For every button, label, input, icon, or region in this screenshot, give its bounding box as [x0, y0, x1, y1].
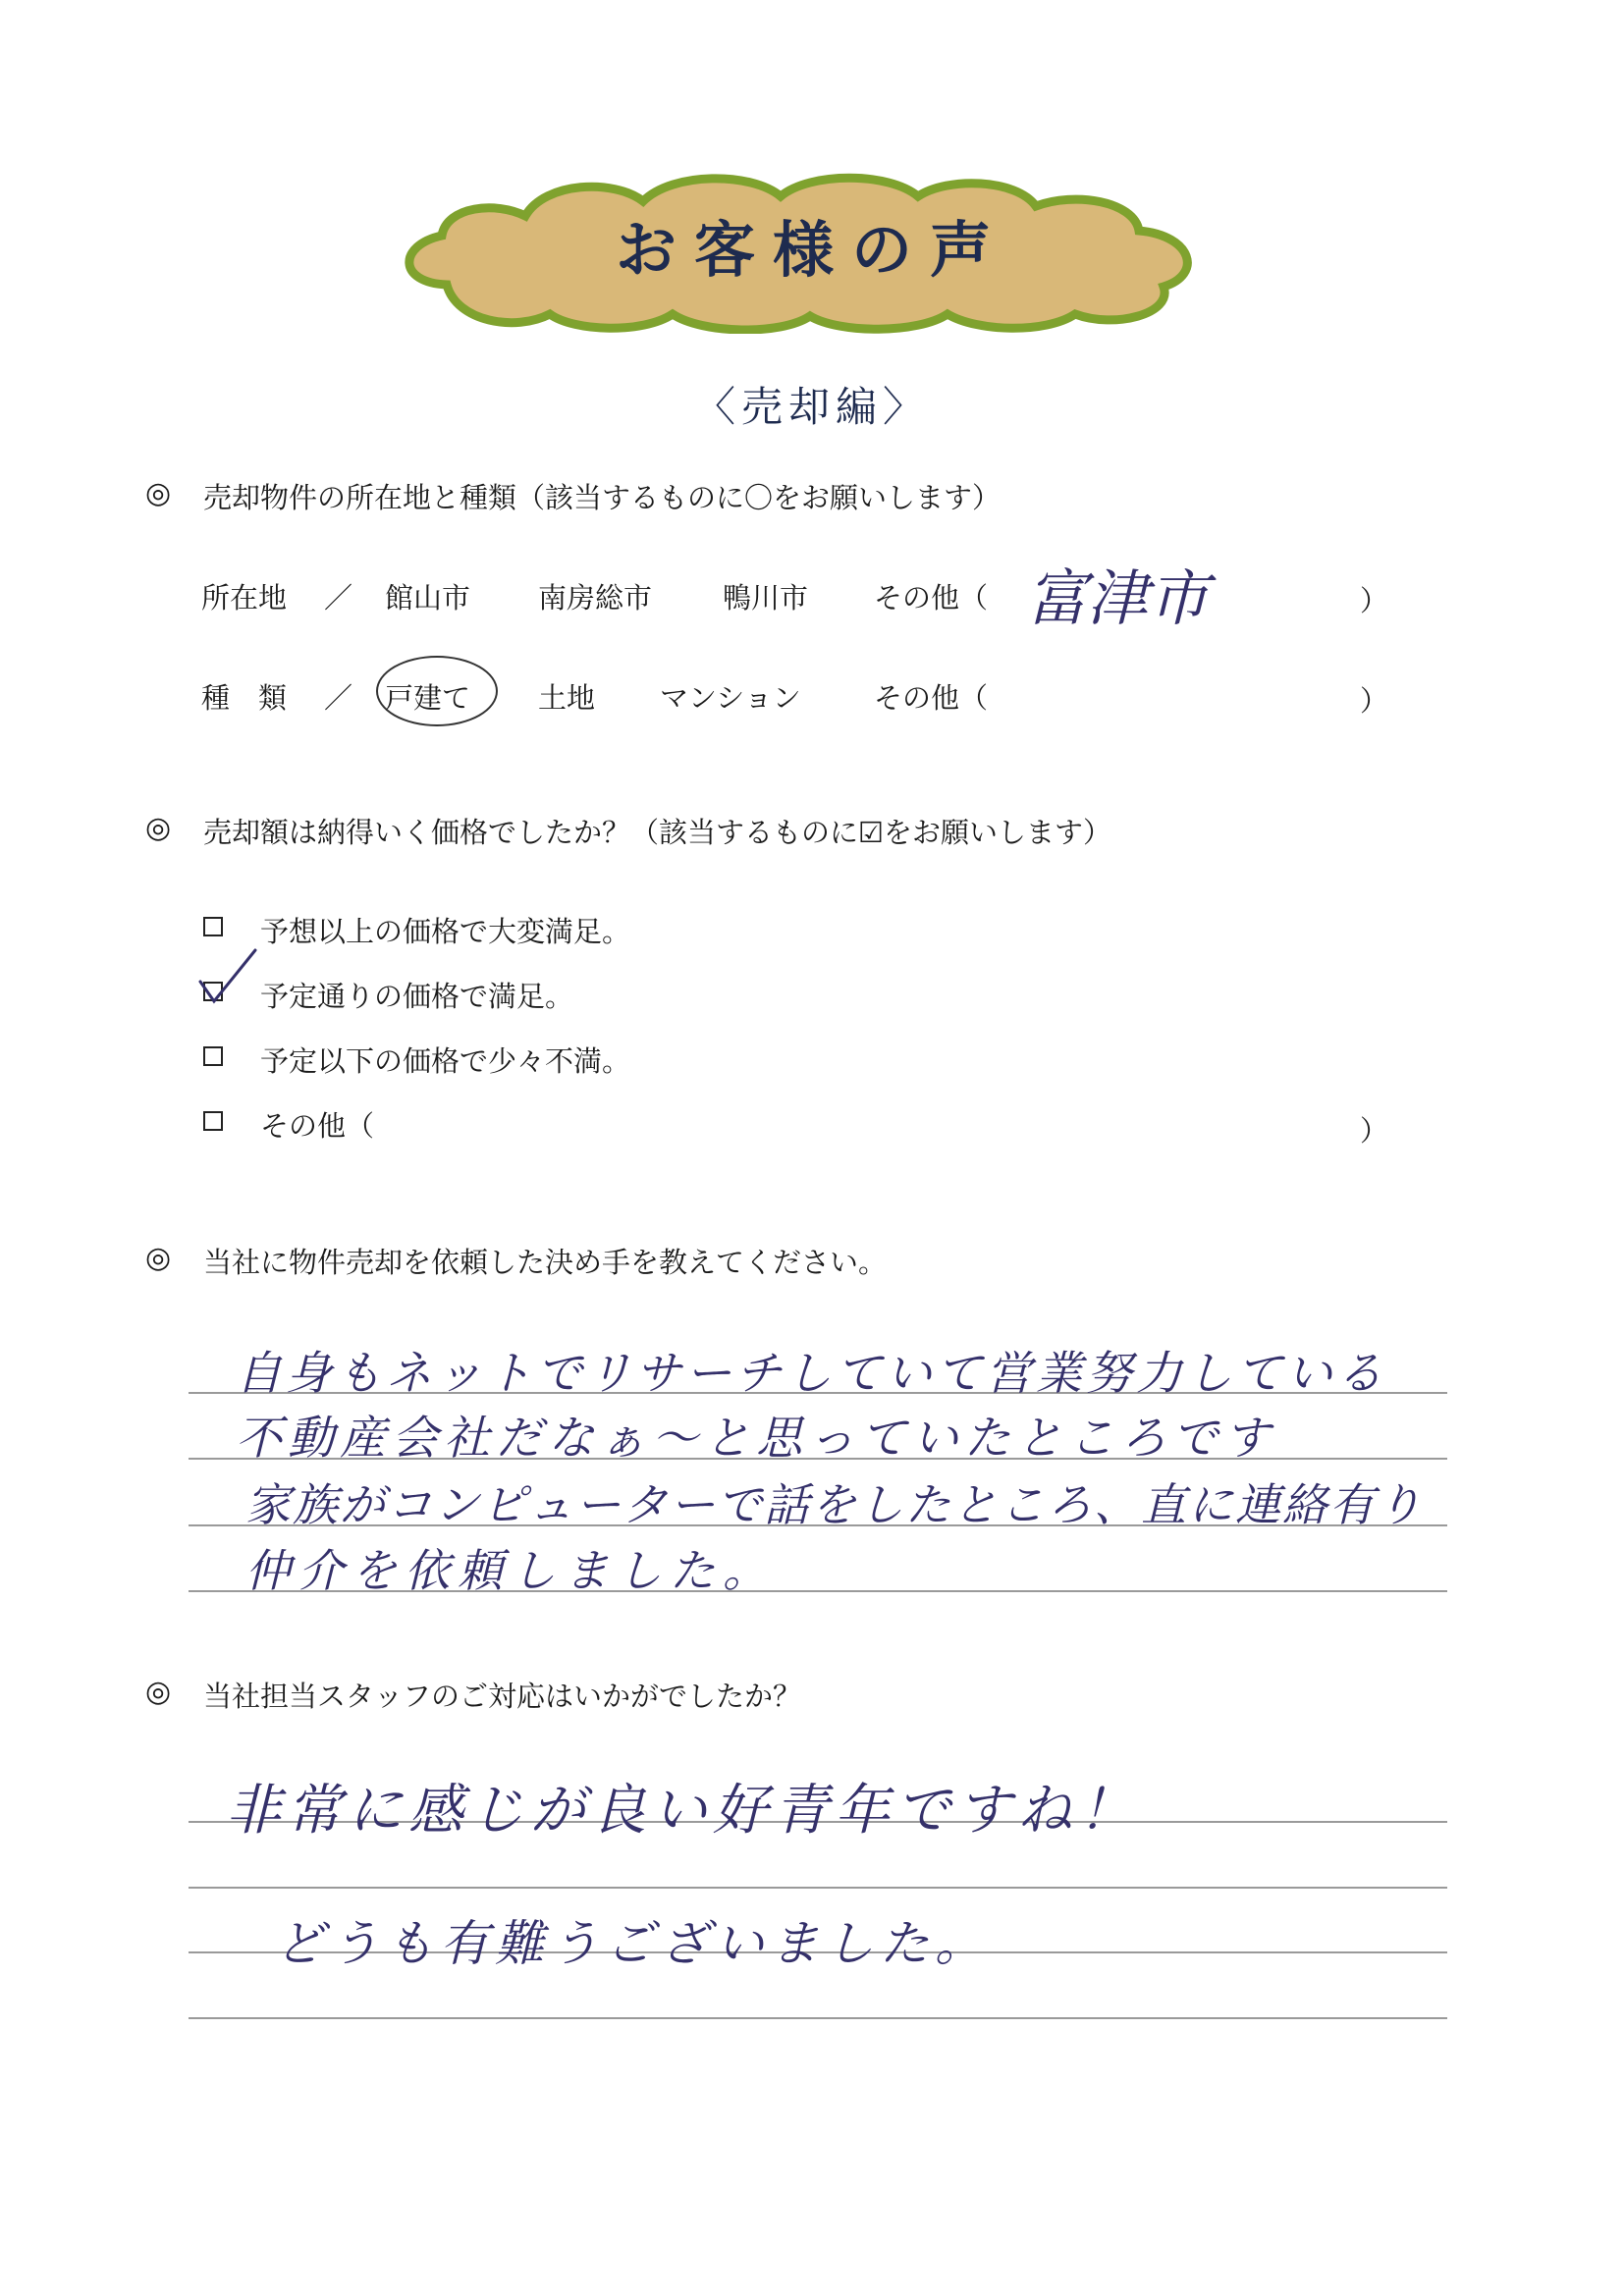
page-subtitle: 〈売却編〉 — [693, 383, 930, 431]
q1-bullet: ◎ — [145, 476, 172, 510]
satisfaction-checkbox-3[interactable] — [203, 1046, 223, 1066]
type-label: 種 類 — [201, 681, 288, 715]
satisfaction-close-paren: ） — [1360, 1114, 1389, 1148]
q2-question: 売却額は納得いく価格でしたか？（該当するものに☑をお願いします） — [203, 816, 1111, 849]
location-other-handwritten: 富津市 — [1026, 562, 1210, 634]
q1-question: 売却物件の所在地と種類（該当するものに〇をお願いします） — [203, 481, 1001, 514]
type-close-paren: ） — [1360, 684, 1389, 718]
q3-bullet: ◎ — [145, 1241, 172, 1275]
q2-bullet: ◎ — [145, 811, 172, 845]
q3-answer-line-3: 家族がコンピューターで話をしたところ、直に連絡有り — [245, 1478, 1424, 1531]
q3-question: 当社に物件売却を依頼した決め手を教えてください。 — [203, 1246, 888, 1279]
satisfaction-option-4: その他（ — [260, 1109, 375, 1143]
answer-line — [189, 2017, 1447, 2019]
location-option-other[interactable]: その他（ — [874, 581, 989, 614]
location-option-tateyama[interactable]: 館山市 — [385, 581, 471, 614]
type-option-mansion[interactable]: マンション — [660, 681, 801, 715]
q3-answer-line-1: 自身もネットでリサーチしていて営業努力している — [236, 1347, 1387, 1401]
satisfaction-option-1: 予想以上の価格で大変満足。 — [260, 915, 631, 948]
page-title: お客様の声 — [615, 214, 1008, 286]
location-option-minamiboso[interactable]: 南房総市 — [538, 581, 653, 614]
type-option-detached-house[interactable]: 戸建て — [385, 681, 471, 715]
q3-answer-line-4: 仲介を依頼しました。 — [245, 1544, 776, 1597]
q3-answer-line-2: 不動産会社だなぁ〜と思っていたところです — [236, 1412, 1276, 1466]
satisfaction-option-3: 予定以下の価格で少々不満。 — [260, 1044, 631, 1078]
location-label: 所在地 — [201, 581, 288, 614]
q4-bullet: ◎ — [145, 1675, 172, 1709]
location-slash: ／ — [324, 581, 353, 614]
answer-line — [189, 1887, 1447, 1889]
q4-answer-line-2: どうも有難うございました。 — [275, 1915, 990, 1972]
satisfaction-checkbox-1[interactable] — [203, 917, 223, 936]
type-slash: ／ — [324, 681, 353, 715]
type-option-land[interactable]: 土地 — [538, 681, 596, 715]
location-close-paren: ） — [1360, 584, 1389, 617]
checkmark-icon — [194, 944, 263, 1009]
q4-answer-line-1: 非常に感じが良い好青年ですね！ — [226, 1779, 1139, 1842]
type-option-other[interactable]: その他（ — [874, 681, 989, 715]
satisfaction-option-2: 予定通りの価格で満足。 — [260, 980, 574, 1013]
satisfaction-checkbox-4[interactable] — [203, 1111, 223, 1131]
location-option-kamogawa[interactable]: 鴨川市 — [723, 581, 809, 614]
q4-question: 当社担当スタッフのご対応はいかがでしたか？ — [203, 1680, 802, 1713]
